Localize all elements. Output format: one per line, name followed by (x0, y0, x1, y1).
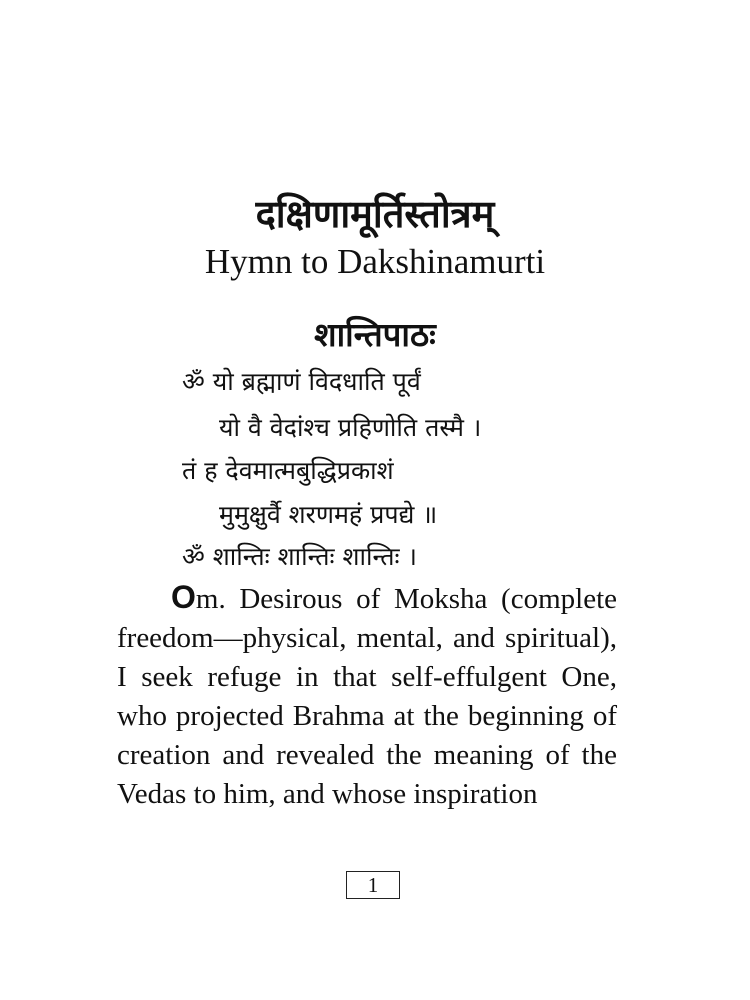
english-title: Hymn to Dakshinamurti (204, 242, 546, 281)
body-text: m. Desirous of Moksha (complete freedom—physical, mental, and spiritual), I seek refuge in that self-effulgent One, who projected Brahma at the beginning of creation and revealed the meaning of the Vedas to him, and whose inspiration (117, 583, 617, 810)
verse-line-1: ॐ यो ब्रह्माणं विदधाति पूर्वं (182, 367, 421, 396)
section-heading: शान्तिपाठः (314, 315, 436, 354)
verse-line-3: तं ह देवमात्मबुद्धिप्रकाशं (182, 456, 394, 485)
verse-line-5: ॐ शान्तिः शान्तिः शान्तिः । (182, 542, 417, 571)
page-number: 1 (346, 871, 400, 899)
verse-line-2: यो वै वेदांश्च प्रहिणोति तस्मै । (219, 413, 482, 442)
sanskrit-title: दक्षिणामूर्तिस्तोत्रम् (255, 191, 495, 236)
body-paragraph (117, 578, 617, 814)
drop-letter: O (171, 579, 196, 615)
verse-line-4: मुमुक्षुर्वै शरणमहं प्रपद्ये ॥ (219, 500, 438, 529)
